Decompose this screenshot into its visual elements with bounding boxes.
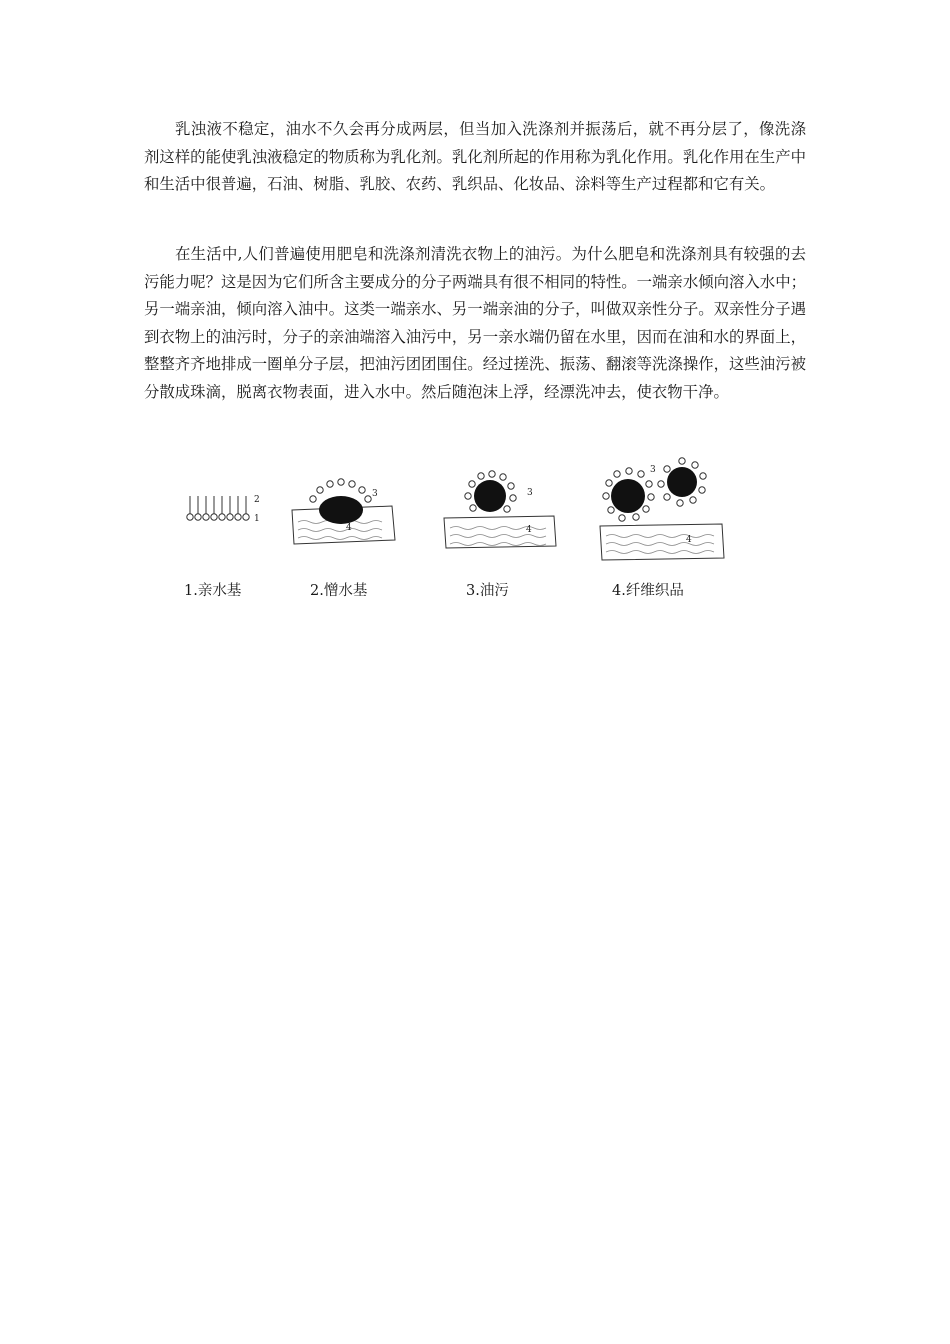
label-3-panel3: 3	[527, 488, 533, 498]
caption-fiber-fabric: 4.纤维织品	[612, 583, 684, 599]
figure-drawing	[170, 452, 730, 577]
panel-1-molecules	[187, 496, 249, 520]
panel-2-oil-on-fabric	[292, 479, 395, 544]
caption-hydrophilic-group: 1.亲水基	[184, 583, 242, 599]
paragraph-emulsification: 乳浊液不稳定，油水不久会再分成两层，但当加入洗涤剂并振荡后，就不再分层了，像洗涤剂这样的能使乳浊液稳定的物质称为乳化剂。乳化剂所起的作用称为乳化作用。乳化作用在生产中和生活中很普遍，石油、树脂、乳胶、农药、乳织品、化妆品、涂料等生产过程都和它有关。	[144, 120, 806, 194]
detergent-mechanism-figure	[170, 452, 730, 612]
panel-4-dispersed-droplets	[600, 458, 724, 560]
label-4-panel3: 4	[526, 525, 532, 535]
label-4-panel2: 4	[346, 523, 352, 533]
label-3-panel4: 3	[650, 465, 656, 475]
paragraph-detergent-action: 在生活中,人们普遍使用肥皂和洗涤剂清洗衣物上的油污。为什么肥皂和洗涤剂具有较强的去污能力呢？这是因为它们所含主要成分的分子两端具有很不相同的特性。一端亲水倾向溶入水中；另一端亲油，倾向溶入油中。这类一端亲水、另一端亲油的分子，叫做双亲性分子。双亲性分子遇到衣物上的油污时，分子的亲油端溶入油污中，另一亲水端仍留在水里，因而在油和水的界面上，整整齐齐地排成一圈单分子层，把油污团团围住。经过搓洗、振荡、翻滚等洗涤操作，这些油污被分散成珠滴，脱离衣物表面，进入水中。然后随泡沫上浮，经漂洗冲去，使衣物干净。	[144, 245, 806, 401]
caption-oil-stain: 3.油污	[466, 583, 509, 599]
panel-3-oil-lifting	[444, 471, 556, 548]
caption-hydrophobic-group: 2.憎水基	[310, 583, 368, 599]
label-3-panel2: 3	[372, 489, 378, 499]
label-1: 1	[254, 514, 260, 524]
label-4-panel4: 4	[686, 535, 692, 545]
label-2: 2	[254, 495, 260, 505]
